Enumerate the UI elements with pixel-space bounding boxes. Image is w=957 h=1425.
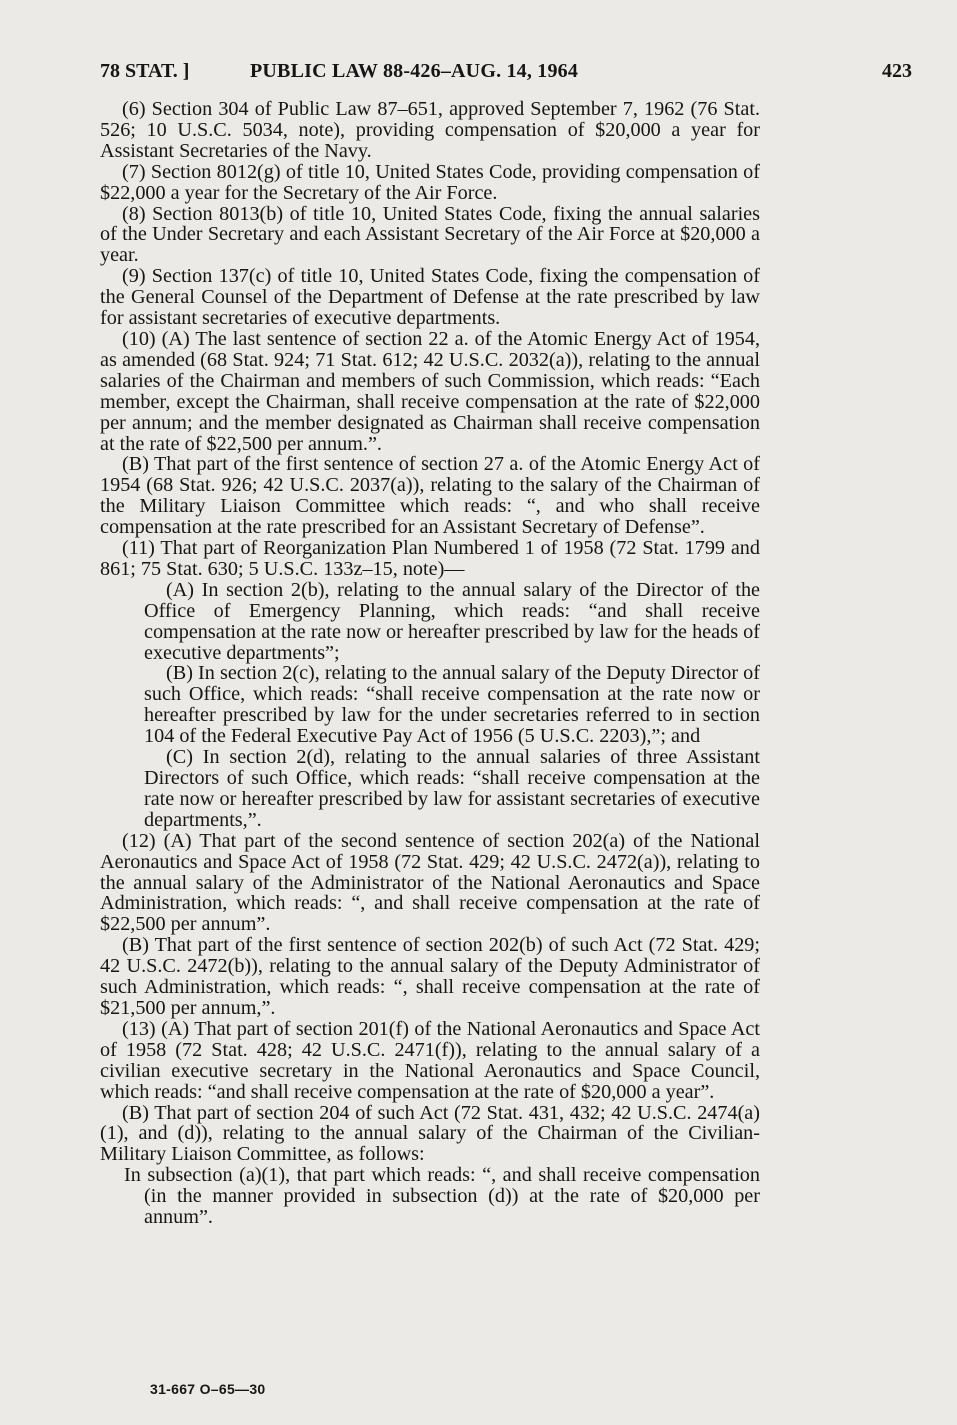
page-header: [100, 60, 912, 90]
paragraph-9: (9) Section 137(c) of title 10, United States Code, fixing the compensation of the General Counsel of the Department of Defense at the rate prescribed by law for assistant secretaries of executive departments.: [100, 265, 760, 330]
paragraph-12b: (B) That part of the first sentence of section 202(b) of such Act (72 Stat. 429; 42 U.S.C. 2472(b)), relating to the annual salary of the Deputy Administrator of such Administration, which reads: “, shall receive compensation at the rate of $21,500 per annum,”.: [100, 934, 760, 1019]
paragraph-10a: (10) (A) The last sentence of section 22 a. of the Atomic Energy Act of 1954, as amended (68 Stat. 924; 71 Stat. 612; 42 U.S.C. 2032(a)), relating to the annual salaries of the Chairman and members of such Commission, which reads: “Each member, except the Chairman, shall receive compensation at the rate of $22,000 per annum; and the member designated as Chairman shall receive compensation at the rate of $22,500 per annum.”.: [100, 327, 760, 455]
paragraph-6: (6) Section 304 of Public Law 87–651, approved September 7, 1962 (76 Stat. 526; 10 U.S.C. 5034, note), providing compensation of $20,000 a year for Assistant Secretaries of the Navy.: [100, 98, 760, 162]
paragraph-10b: (B) That part of the first sentence of section 27 a. of the Atomic Energy Act of 1954 (68 Stat. 926; 42 U.S.C. 2037(a)), relating to the salary of the Chairman of the Military Liaison Committee which reads: “, and who shall receive compensation at the rate prescribed for an Assistant Secretary of Defense”.: [100, 453, 760, 539]
volume-reference: 78 STAT. ]: [100, 60, 190, 82]
paragraph-12a: (12) (A) That part of the second sentence of section 202(a) of the National Aeronautics and Space Act of 1958 (72 Stat. 429; 42 U.S.C. 2472(a)), relating to the annual salary of the Administrator of the National Aeronautics and Space Administration, which reads: “, and shall receive compensation at the rate of $22,500 per annum”.: [100, 829, 760, 936]
paragraph-7: (7) Section 8012(g) of title 10, United States Code, providing compensation of $22,000 a year for the Secretary of the Air Force.: [100, 160, 760, 204]
paragraph-8: (8) Section 8013(b) of title 10, United States Code, fixing the annual salaries of the Under Secretary and each Assistant Secretary of the Air Force at $20,000 a year.: [100, 202, 760, 267]
paragraph-11b: (B) In section 2(c), relating to the annual salary of the Deputy Director of such Office, which reads: “shall receive compensation at the rate now or hereafter prescribed by law for the under secretaries referred to in section 104 of the Federal Executive Pay Act of 1956 (5 U.S.C. 2203),”; and: [144, 662, 760, 748]
paragraph-11a: (A) In section 2(b), relating to the annual salary of the Director of the Office of Emergency Planning, which reads: “and shall receive compensation at the rate now or hereafter prescribed by law for the heads of executive departments”;: [144, 578, 760, 664]
paragraph-11c: (C) In section 2(d), relating to the annual salaries of three Assistant Directors of such Office, which reads: “shall receive compensation at the rate now or hereafter prescribed by law for assistant secretaries of executive departments,”.: [144, 746, 760, 831]
paragraph-13b: (B) That part of section 204 of such Act (72 Stat. 431, 432; 42 U.S.C. 2474(a)(1), and (d)), relating to the annual salary of the Chairman of the Civilian-Military Liaison Committee, as follows:: [100, 1101, 760, 1166]
running-title: PUBLIC LAW 88-426–AUG. 14, 1964: [250, 60, 579, 82]
body-text: [100, 99, 760, 1228]
page-number: 423: [882, 60, 912, 82]
print-code: 31-667 O–65—30: [150, 1381, 266, 1397]
paragraph-13a: (13) (A) That part of section 201(f) of the National Aeronautics and Space Act of 1958 (72 Stat. 428; 42 U.S.C. 2471(f)), relating to the annual salary of a civilian executive secretary in the National Aeronautics and Space Council, which reads: “and shall receive compensation at the rate of $20,000 a year”.: [100, 1017, 760, 1103]
paragraph-11: (11) That part of Reorganization Plan Numbered 1 of 1958 (72 Stat. 1799 and 861; 75 Stat. 630; 5 U.S.C. 133z–15, note)—: [100, 537, 760, 580]
paragraph-13b-subsection: In subsection (a)(1), that part which reads: “, and shall receive compensation (in the manner provided in subsection (d)) at the rate of $20,000 per annum”.: [124, 1164, 760, 1229]
